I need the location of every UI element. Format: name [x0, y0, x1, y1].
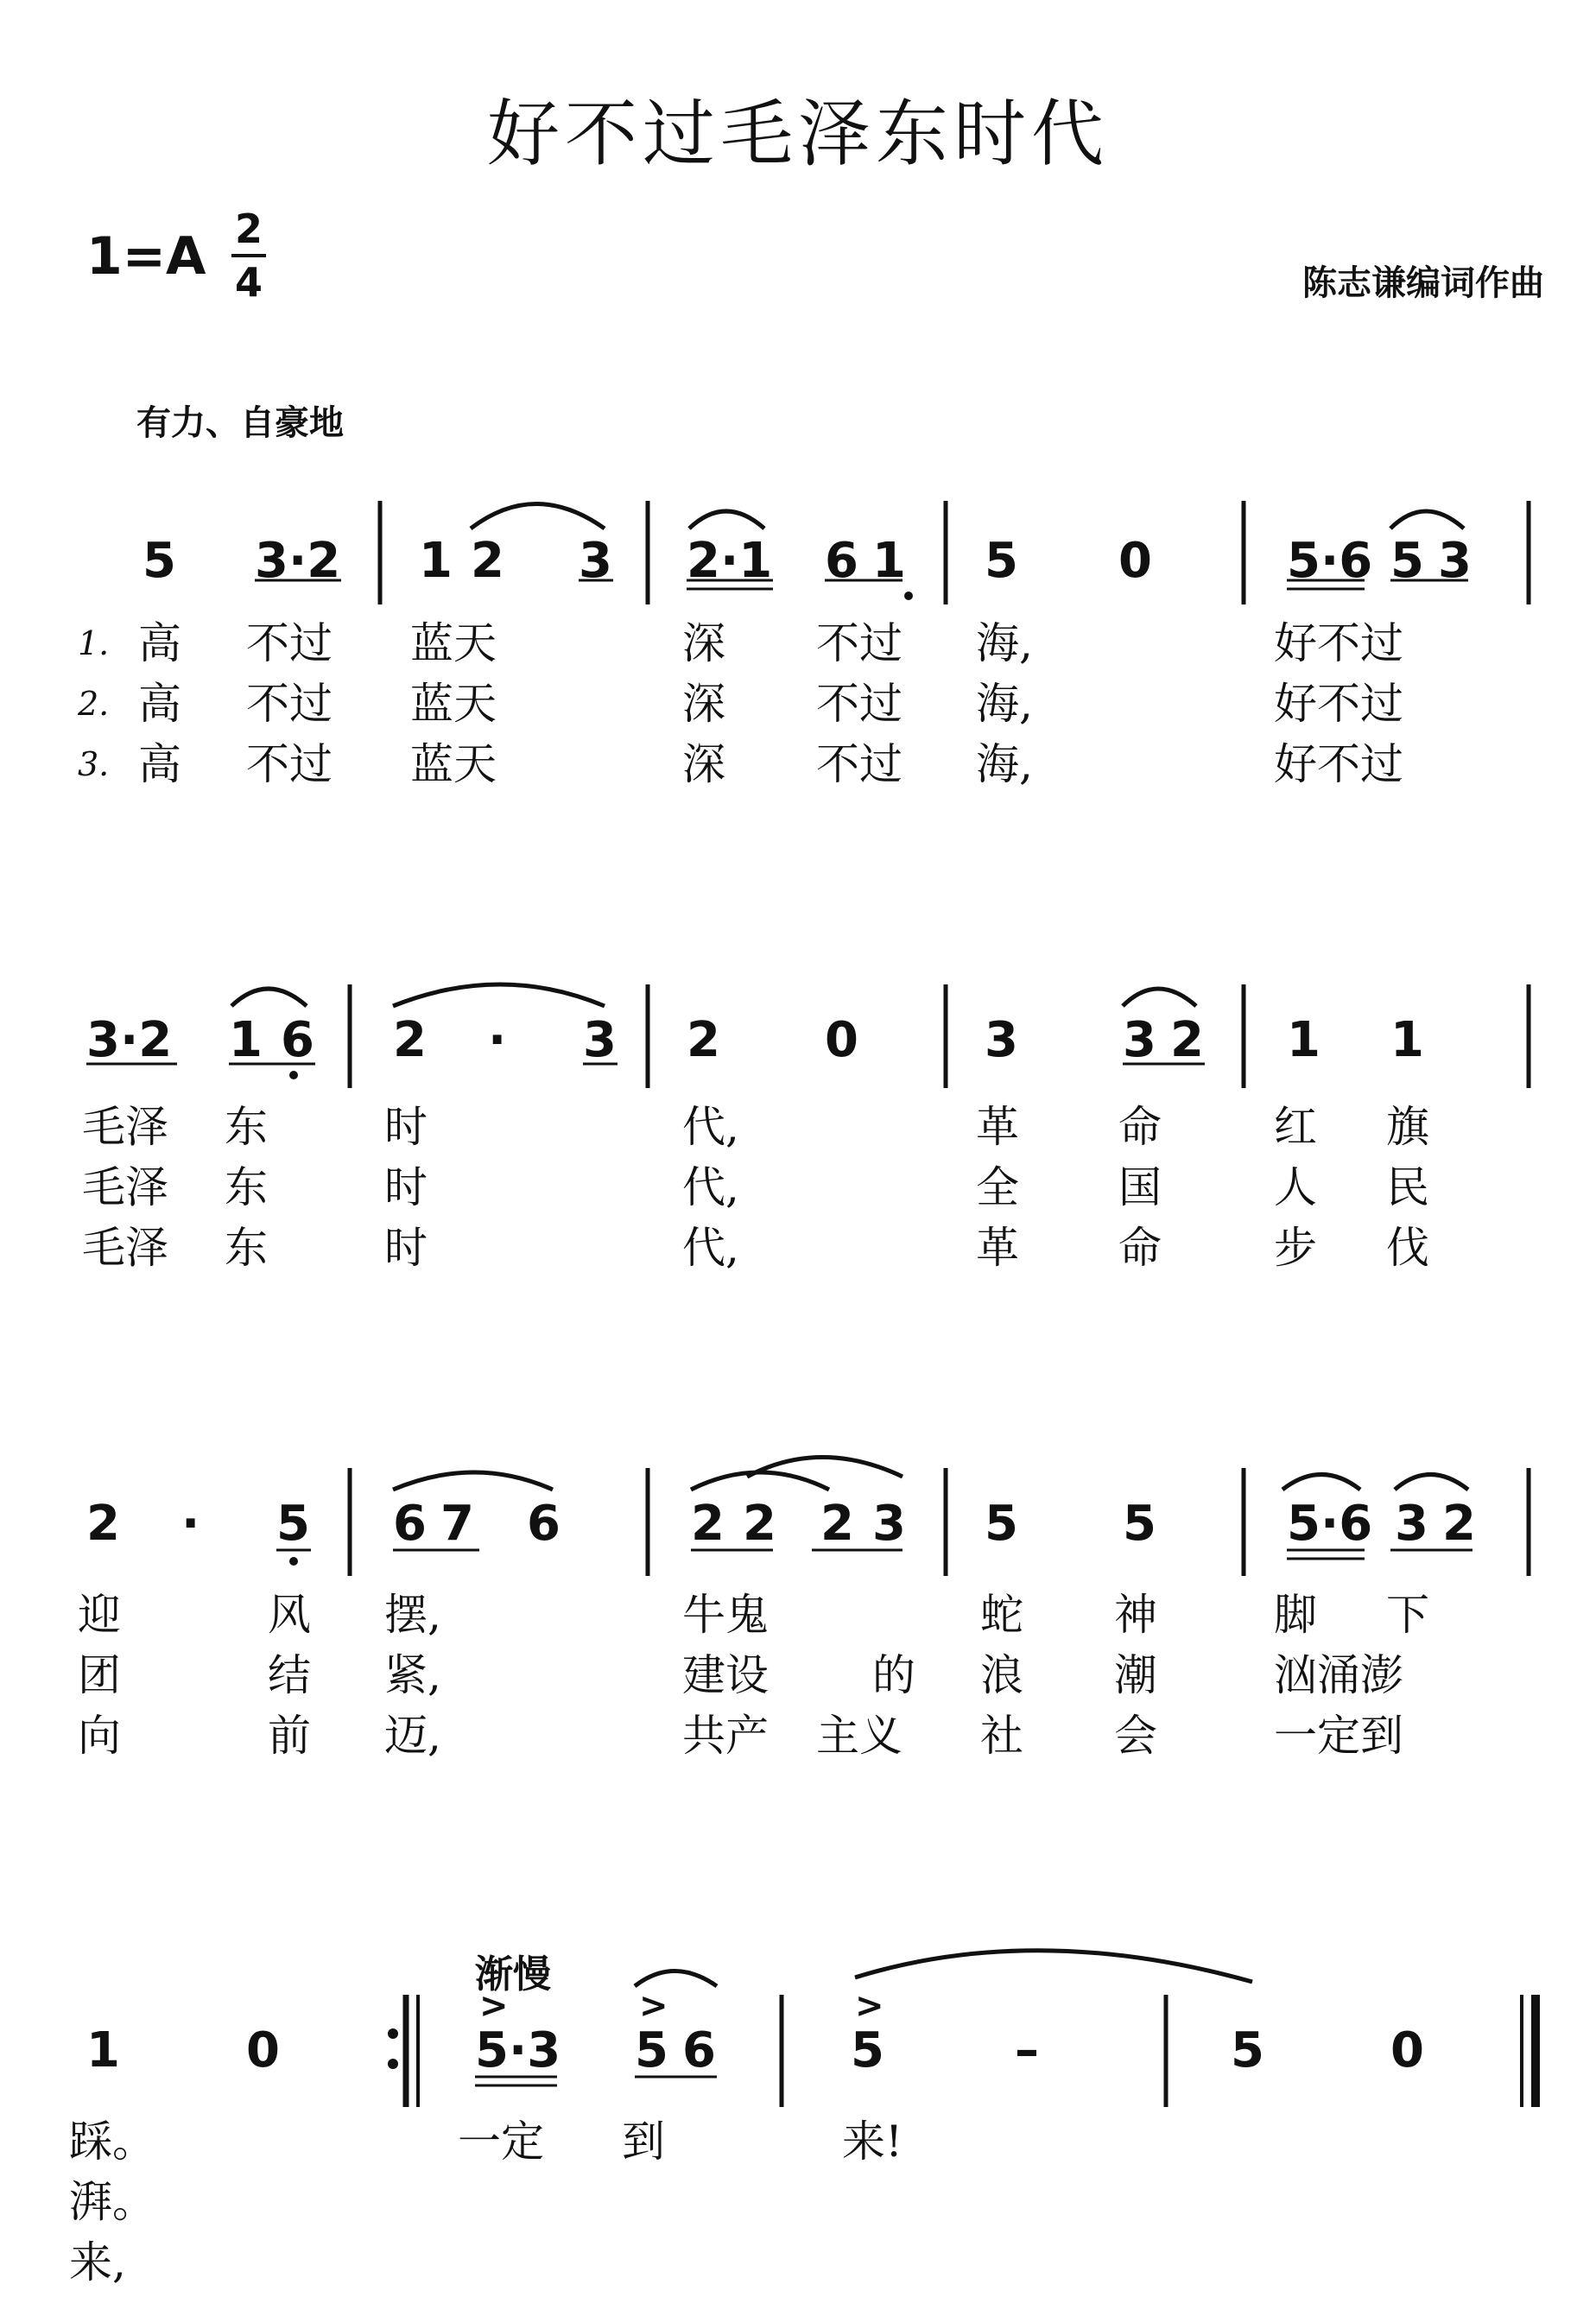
note: 2	[820, 1496, 854, 1552]
lyric: 蓝天	[410, 679, 497, 729]
lyric: 旗	[1386, 1102, 1429, 1152]
lyric: 红	[1274, 1102, 1317, 1152]
note: 1	[229, 1012, 263, 1068]
lyric: 摆,	[384, 1590, 441, 1640]
verse-number: 1.	[78, 624, 110, 662]
note: 5	[985, 533, 1018, 589]
lyric: 团	[78, 1650, 121, 1700]
lyric: 深	[682, 739, 725, 789]
lyric: 时	[384, 1223, 428, 1273]
lyric: 不过	[246, 679, 332, 729]
lyric: 海,	[976, 739, 1033, 789]
slur	[635, 1971, 717, 1987]
lyric: 民	[1386, 1162, 1429, 1212]
note: 3	[872, 1496, 906, 1552]
note: 5	[851, 2022, 884, 2079]
note: 2·1	[687, 533, 773, 589]
note: 0	[246, 2022, 280, 2079]
slur	[855, 1951, 1252, 1982]
lyric: 下	[1386, 1590, 1429, 1640]
note: ·	[181, 1496, 200, 1552]
note: 2	[1170, 1012, 1204, 1068]
lyric: 会	[1114, 1711, 1157, 1761]
lyric: 浪	[980, 1650, 1023, 1700]
lyric: 社	[980, 1711, 1023, 1761]
key-signature: 1=A	[86, 226, 206, 287]
slur	[231, 989, 307, 1006]
slur	[1282, 1475, 1360, 1490]
lyric: 不过	[246, 739, 332, 789]
lyric: 东	[225, 1223, 268, 1273]
note: 5	[276, 1496, 310, 1552]
note: 3·2	[255, 533, 341, 589]
note: 0	[1390, 2022, 1424, 2079]
lyric: 的	[872, 1650, 915, 1700]
lyric: 高	[138, 618, 181, 668]
note: 3	[985, 1012, 1018, 1068]
note: 1	[1287, 1012, 1320, 1068]
lyric: 建设	[682, 1650, 769, 1700]
lyric: 好不过	[1274, 618, 1403, 668]
repeat-dot	[388, 2028, 398, 2039]
lyric: 来!	[842, 2117, 903, 2167]
note: 3	[1395, 1496, 1428, 1552]
note: 6	[682, 2022, 716, 2079]
note: 3	[1123, 1012, 1156, 1068]
octave-dot	[904, 592, 913, 600]
slur	[689, 511, 764, 528]
lyric: 主义	[816, 1711, 902, 1761]
note: 6	[527, 1496, 560, 1552]
lyric: 前	[268, 1711, 311, 1761]
lyric: 时	[384, 1162, 428, 1212]
lyric: 一定	[458, 2117, 544, 2167]
lyric: 不过	[816, 739, 902, 789]
lyric: 海,	[976, 679, 1033, 729]
lyric: 汹涌澎	[1274, 1650, 1403, 1700]
lyric: 毛泽	[82, 1162, 168, 1212]
lyric: 踩。	[69, 2117, 155, 2167]
note: 3	[583, 1012, 617, 1068]
composer-credit: 陈志谦编词作曲	[1302, 263, 1544, 303]
slur	[471, 504, 605, 529]
octave-dot	[289, 1557, 298, 1566]
verse-number: 2.	[78, 685, 110, 723]
lyric: 伐	[1386, 1223, 1429, 1273]
lyric: 代,	[682, 1223, 739, 1273]
accent-mark: >	[855, 1986, 884, 2026]
time-signature-top: 2	[234, 206, 263, 252]
octave-dot	[289, 1071, 298, 1079]
slur	[1123, 989, 1196, 1006]
note: 6	[393, 1496, 427, 1552]
lyric: 共产	[682, 1711, 769, 1761]
note: 3	[1438, 533, 1472, 589]
slur	[1395, 1475, 1468, 1490]
note: 1	[1390, 1012, 1424, 1068]
lyric: 脚	[1274, 1590, 1317, 1640]
tempo-marking: 有力、自豪地	[136, 403, 344, 443]
ritardando-marking: 渐慢	[475, 1952, 551, 1996]
note: 2	[1442, 1496, 1476, 1552]
lyric: 不过	[816, 679, 902, 729]
accent-mark: >	[639, 1986, 668, 2026]
note: 1	[872, 533, 906, 589]
lyric: 蓝天	[410, 618, 497, 668]
note: 2	[691, 1496, 725, 1552]
lyric: 潮	[1114, 1650, 1157, 1700]
lyric: 蓝天	[410, 739, 497, 789]
lyric: 紧,	[384, 1650, 441, 1700]
lyric: 国	[1118, 1162, 1162, 1212]
note: 3·2	[86, 1012, 173, 1068]
note: ·	[488, 1012, 507, 1068]
lyric: 不过	[246, 618, 332, 668]
lyric: 好不过	[1274, 739, 1403, 789]
note: 6	[281, 1012, 314, 1068]
lyric: 结	[268, 1650, 311, 1700]
note: 2	[687, 1012, 720, 1068]
note: 2	[471, 533, 504, 589]
slur	[393, 984, 605, 1006]
lyric: 蛇	[980, 1590, 1023, 1640]
lyric: 到	[622, 2117, 665, 2167]
note: 7	[440, 1496, 474, 1552]
note: 2	[743, 1496, 776, 1552]
note: 0	[825, 1012, 858, 1068]
lyric: 东	[225, 1102, 268, 1152]
lyric: 毛泽	[82, 1223, 168, 1273]
note: 3	[579, 533, 612, 589]
lyric: 毛泽	[82, 1102, 168, 1152]
lyric: 深	[682, 618, 725, 668]
lyric: 一定到	[1274, 1711, 1403, 1761]
note: 6	[825, 533, 858, 589]
slur	[691, 1472, 829, 1490]
lyric: 不过	[816, 618, 902, 668]
note: 5·6	[1287, 1496, 1373, 1552]
note: 5	[1231, 2022, 1264, 2079]
lyric: 人	[1274, 1162, 1317, 1212]
lyric: 迎	[78, 1590, 121, 1640]
lyric: 步	[1274, 1223, 1317, 1273]
note: 5	[142, 533, 176, 589]
lyric: 风	[268, 1590, 311, 1640]
lyric: 来,	[69, 2237, 126, 2288]
lyric: 神	[1114, 1590, 1157, 1640]
lyric: 高	[138, 679, 181, 729]
note: 2	[393, 1012, 427, 1068]
verse-number: 3.	[78, 745, 110, 783]
lyric: 时	[384, 1102, 428, 1152]
slur	[1390, 511, 1464, 528]
lyric: 革	[976, 1102, 1019, 1152]
lyric: 全	[976, 1162, 1019, 1212]
note: 5	[1390, 533, 1424, 589]
song-title: 好不过毛泽东时代	[486, 92, 1109, 176]
note: 5·6	[1287, 533, 1373, 589]
note: 5	[1123, 1496, 1156, 1552]
lyric: 代,	[682, 1162, 739, 1212]
note: 1	[419, 533, 453, 589]
lyric: 革	[976, 1223, 1019, 1273]
lyric: 高	[138, 739, 181, 789]
lyric: 命	[1118, 1102, 1162, 1152]
note: 2	[86, 1496, 120, 1552]
lyric: 海,	[976, 618, 1033, 668]
lyric: 命	[1118, 1223, 1162, 1273]
note: 5	[985, 1496, 1018, 1552]
lyric: 向	[78, 1711, 121, 1761]
note: 5·3	[475, 2022, 561, 2079]
repeat-dot	[388, 2059, 398, 2069]
note: 1	[86, 2022, 120, 2079]
lyric: 深	[682, 679, 725, 729]
time-signature-bottom: 4	[234, 259, 263, 306]
note: 5	[635, 2022, 668, 2079]
lyric: 迈,	[384, 1711, 441, 1761]
accent-mark: >	[479, 1986, 509, 2026]
lyric: 湃。	[69, 2177, 155, 2227]
note: 0	[1118, 533, 1152, 589]
lyric: 代,	[682, 1102, 739, 1152]
lyric: 牛鬼	[682, 1590, 769, 1640]
lyric: 好不过	[1274, 679, 1403, 729]
lyric: 东	[225, 1162, 268, 1212]
note: –	[1015, 2022, 1039, 2079]
slur	[393, 1472, 553, 1490]
